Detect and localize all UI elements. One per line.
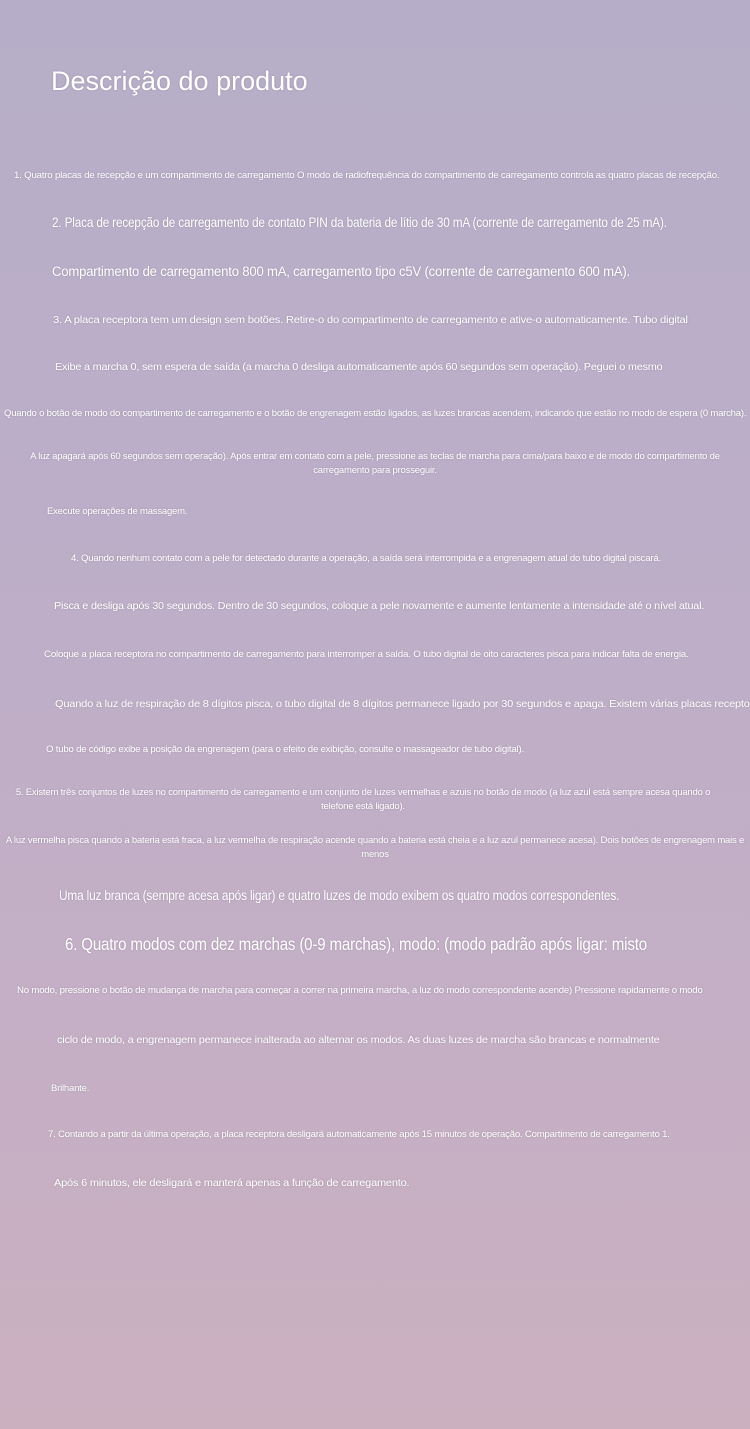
description-line-16: Uma luz branca (sempre acesa após ligar) e quatro luzes de modo exibem os quatro modos correspondentes.	[59, 888, 620, 903]
description-line-10: Pisca e desliga após 30 segundos. Dentro de 30 segundos, coloque a pele novamente e aumente lentamente a intensidade até o nível atual.	[54, 600, 705, 612]
page-title: Descrição do produto	[51, 66, 308, 96]
description-line-3: Compartimento de carregamento 800 mA, carregamento tipo c5V (corrente de carregamento 600 mA).	[52, 264, 631, 279]
description-line-11: Coloque a placa receptora no compartimento de carregamento para interromper a saída. O tubo digital de oito caracteres pisca para indicar falta de energia.	[44, 649, 689, 660]
description-line-18: No modo, pressione o botão de mudança de marcha para começar a correr na primeira marcha, a luz do modo correspondente acende) Pressione rapidamente o modo	[17, 985, 703, 996]
description-line-7: A luz apagará após 60 segundos sem operação). Após entrar em contato com a pele, pressione as teclas de marcha para cima/para baixo e de modo do compartimento de carregamento para prosseguir.	[30, 451, 720, 476]
description-line-22: Após 6 minutos, ele desligará e manterá apenas a função de carregamento.	[54, 1177, 410, 1189]
description-line-19: ciclo de modo, a engrenagem permanece inalterada ao alternar os modos. As duas luzes de marcha são brancas e normalmente	[57, 1034, 660, 1046]
description-line-6: Quando o botão de modo do compartimento de carregamento e o botão de engrenagem estão ligados, as luzes brancas acendem, indicando que estão no modo de espera (0 marcha).	[4, 408, 747, 419]
description-line-8: Execute operações de massagem.	[47, 506, 188, 517]
description-line-17: 6. Quatro modos com dez marchas (0-9 marchas), modo: (modo padrão após ligar: misto	[65, 934, 647, 954]
description-line-14: 5. Existem três conjuntos de luzes no compartimento de carregamento e um conjunto de luzes vermelhas e azuis no botão de modo (a luz azul está sempre acesa quando o telefone está ligado).	[15, 787, 711, 812]
description-line-1: 1. Quatro placas de recepção e um compartimento de carregamento O modo de radiofrequência do compartimento de carregamento controla as quatro placas de recepção.	[14, 170, 720, 181]
description-line-2: 2. Placa de recepção de carregamento de contato PIN da bateria de lítio de 30 mA (corrente de carregamento de 25 mA).	[52, 215, 667, 230]
description-line-13: O tubo de código exibe a posição da engrenagem (para o efeito de exibição, consulte o massageador de tubo digital).	[46, 744, 524, 755]
description-line-15: A luz vermelha pisca quando a bateria está fraca, a luz vermelha de respiração acende quando a bateria está cheia e a luz azul permanece acesa). Dois botões de engrenagem mais e menos	[5, 835, 745, 860]
description-line-21: 7. Contando a partir da última operação, a placa receptora desligará automaticamente após 15 minutos de operação. Compartimento de carregamento 1.	[48, 1129, 670, 1140]
description-line-5: Exibe a marcha 0, sem espera de saída (a marcha 0 desliga automaticamente após 60 segundos sem operação). Peguei o mesmo	[55, 361, 663, 373]
description-line-12: Quando a luz de respiração de 8 dígitos pisca, o tubo digital de 8 dígitos permanece ligado por 30 segundos e apaga. Existem várias placas recepto	[55, 698, 750, 710]
description-line-9: 4. Quando nenhum contato com a pele for detectado durante a operação, a saída será interrompida e a engrenagem atual do tubo digital piscará.	[71, 553, 661, 564]
description-line-4: 3. A placa receptora tem um design sem botões. Retire-o do compartimento de carregamento e ative-o automaticamente. Tubo digital	[53, 314, 688, 326]
description-line-20: Brilhante.	[51, 1083, 90, 1094]
